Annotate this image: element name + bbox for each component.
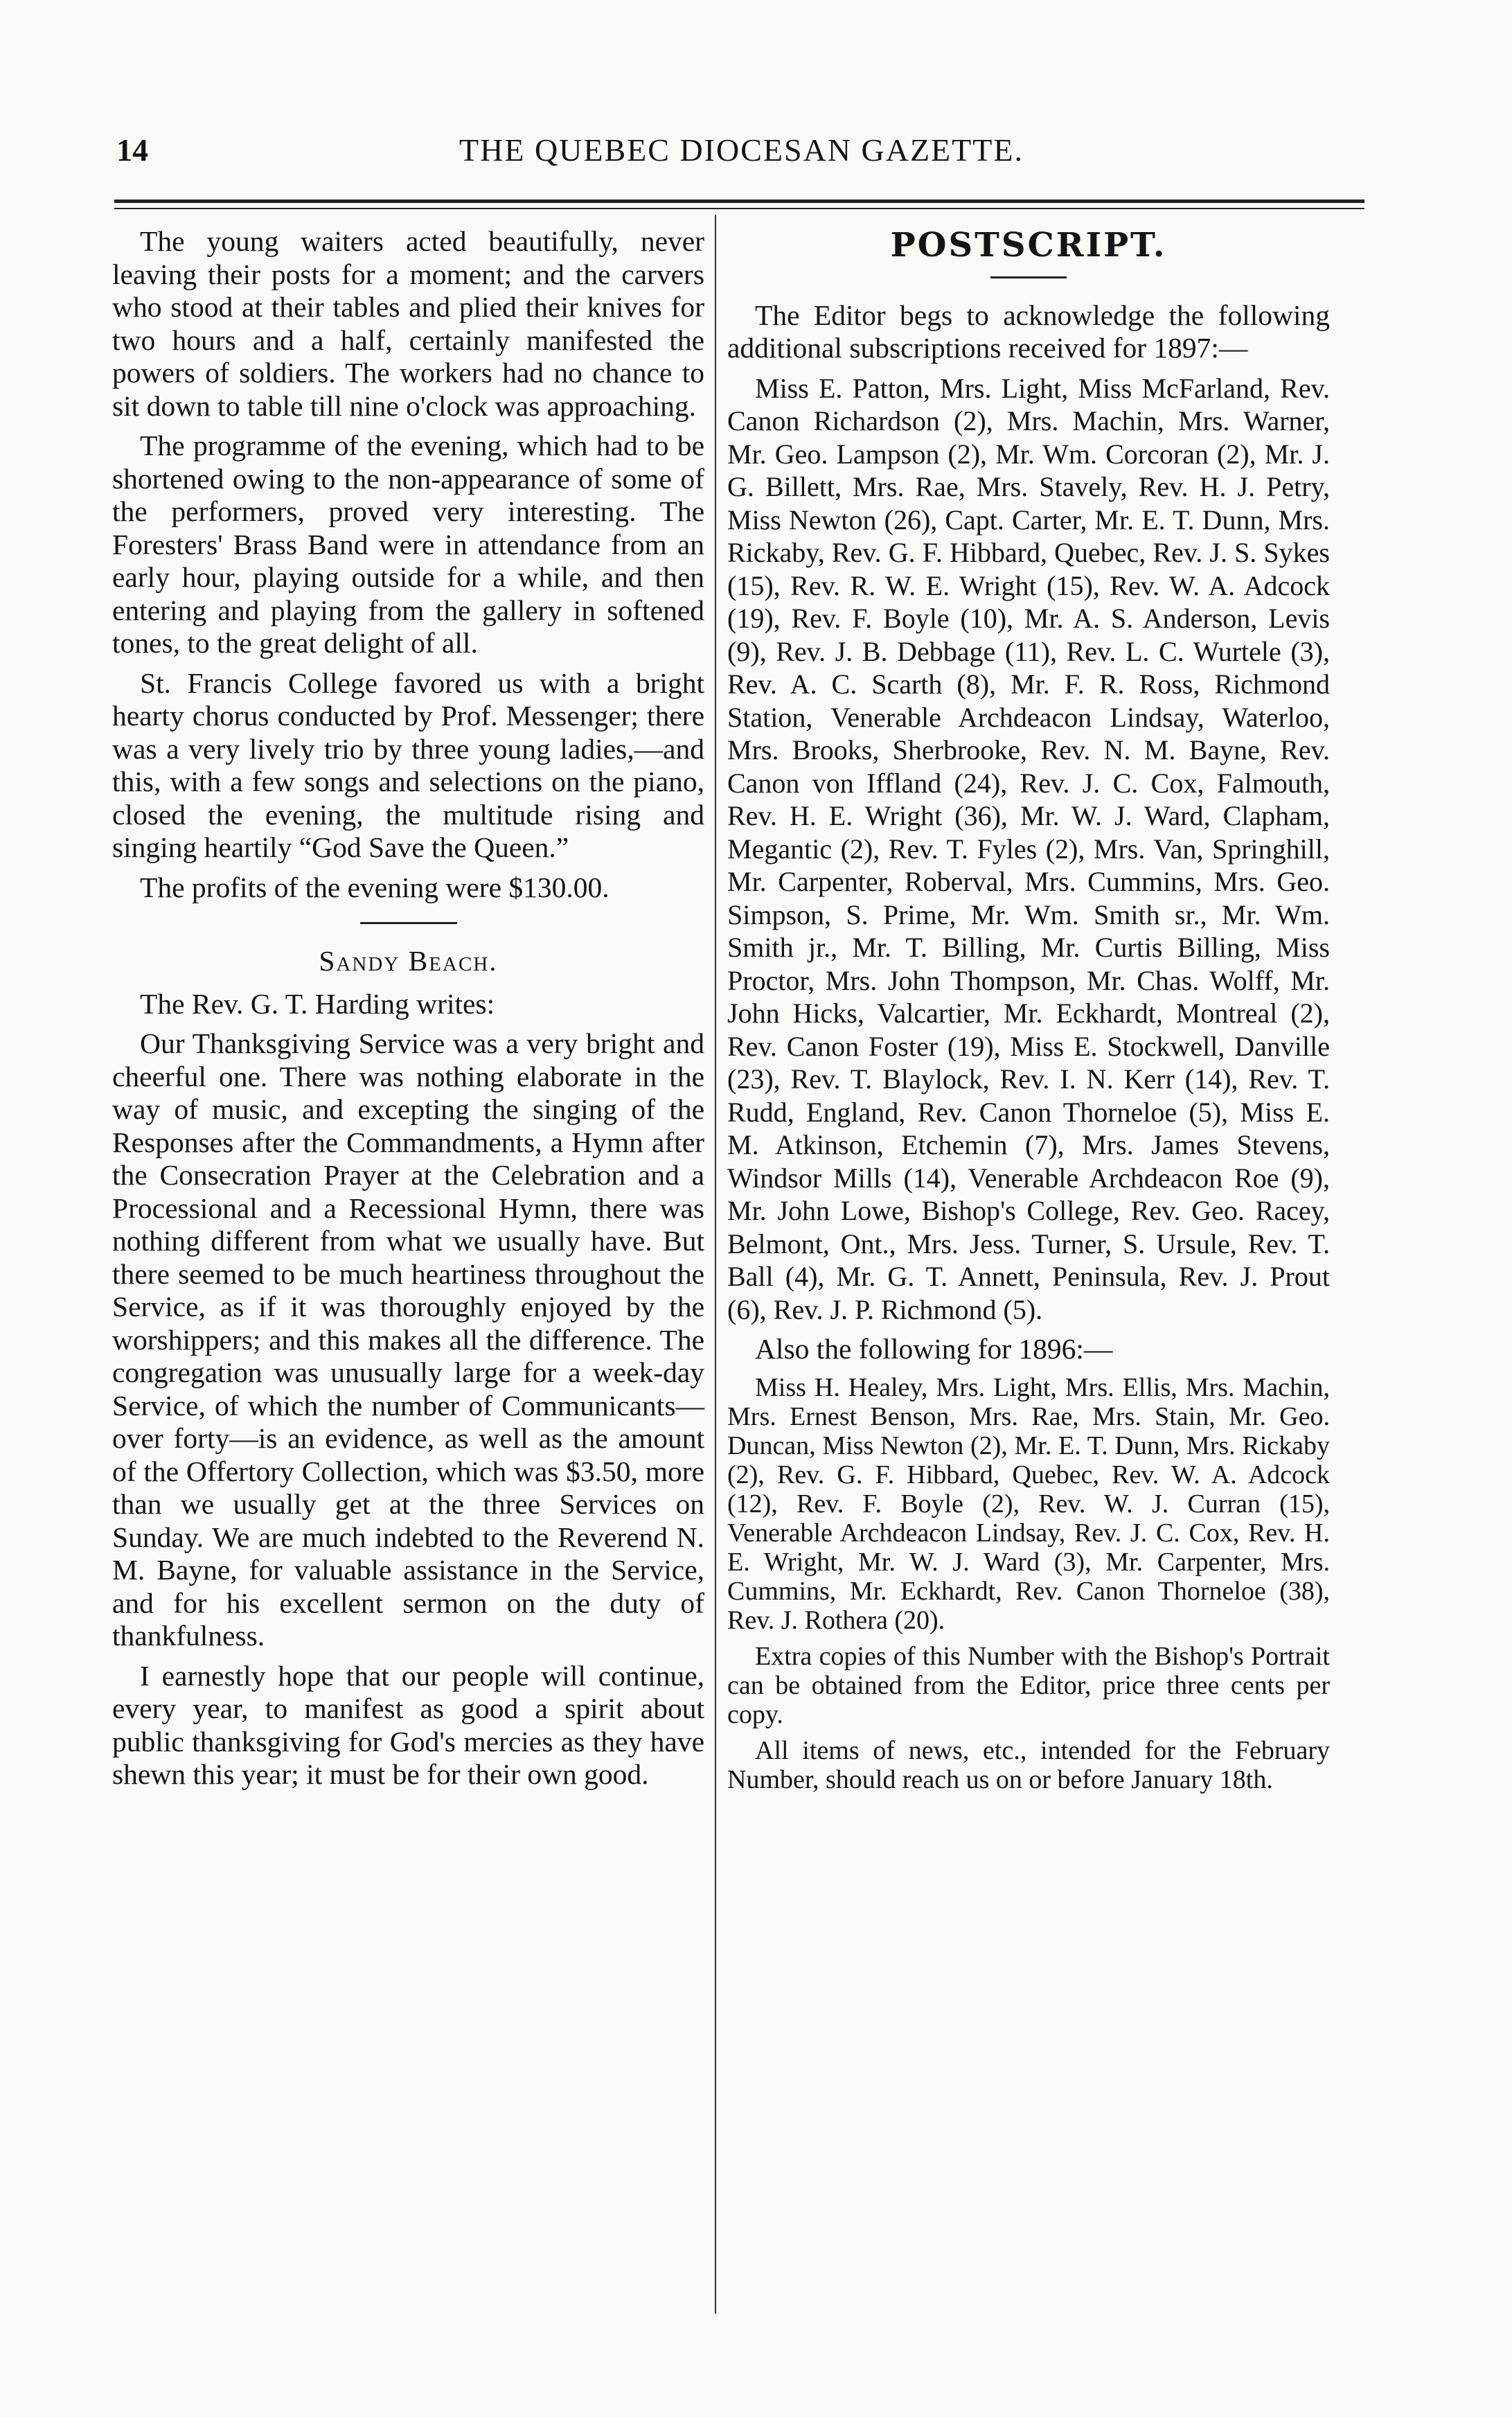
subscriptions-1896: Miss H. Healey, Mrs. Light, Mrs. Ellis, Mrs. Machin, Mrs. Ernest Benson, Mrs. Rae, Mrs. Stain, Mr. Geo. Duncan, Miss Newton (2), Mr. E. T. Dunn, Mrs. Rickaby (2), Rev. G. F. Hibbard, Quebec, Rev. W. A. Adcock (12), Rev. F. Boyle (2), Rev. W. J. Curran (15), Venerable Archdeacon Lindsay, Rev. J. C. Cox, Rev. H. E. Wright, Mr. W. J. Ward (3), Mr. Carpenter, Mrs. Cummins, Mr. Eckhardt, Rev. Canon Thorneloe (38), Rev. J. Rothera (20).: [727, 1372, 1330, 1635]
postscript-title: POSTSCRIPT.: [890, 226, 1167, 265]
postscript-intro: The Editor begs to acknowledge the following additional subscriptions received for 1897:—: [727, 299, 1330, 364]
notice-extra-copies: Extra copies of this Number with the Bishop's Portrait can be obtained from the Editor, price three cents per copy.: [727, 1641, 1330, 1729]
paragraph-programme: The programme of the evening, which had to be shortened owing to the non-appearance of some of the performers, proved very interesting. The Foresters' Brass Band were in attendance from an early hour, playing outside for a while, and then entering and playing from the gallery in softened tones, to the great delight of all.: [112, 430, 704, 659]
header-rule-thin: [114, 208, 1364, 209]
byline: The Rev. G. T. Harding writes:: [140, 987, 495, 1020]
paragraph-thanksgiving: Our Thanksgiving Service was a very bright and cheerful one. There was nothing elaborate in the way of music, and excepting the singing of the Responses after the Commandments, a Hymn after the Consecration Prayer at the Celebration and a Processional and a Recessional Hymn, there was nothing different from what we usually have. But there seemed to be much heartiness throughout the Service, as if it was thoroughly enjoyed by the worshippers; and this makes all the difference. The congregation was unusually large for a week-day Service, of which the number of Communicants—over forty—is an evidence, as well as the amount of the Offertory Collection, which was $3.50, more than we usually get at the three Services on Sunday. We are much indebted to the Reverend N. M. Bayne, for valuable assistance in the Service, and for his excellent sermon on the duty of thankfulness.: [112, 1027, 704, 1652]
running-title: THE QUEBEC DIOCESAN GAZETTE.: [459, 132, 1024, 168]
page-header: [109, 132, 1373, 180]
paragraph-earnest-hope: I earnestly hope that our people will continue, every year, to manifest as good a spirit about public thanksgiving for God's mercies as they have shewn this year; it must be for their own good.: [112, 1659, 704, 1790]
subscriptions-1897: Miss E. Patton, Mrs. Light, Miss McFarland, Rev. Canon Richardson (2), Mrs. Machin, Mrs. Warner, Mr. Geo. Lampson (2), Mr. Wm. Corcoran (2), Mr. J. G. Billett, Mrs. Rae, Mrs. Stavely, Rev. H. J. Petry, Miss Newton (26), Capt. Carter, Mr. E. T. Dunn, Mrs. Rickaby, Rev. G. F. Hibbard, Quebec, Rev. J. S. Sykes (15), Rev. R. W. E. Wright (15), Rev. W. A. Adcock (19), Rev. F. Boyle (10), Mr. A. S. Anderson, Levis (9), Rev. J. B. Debbage (11), Rev. L. C. Wurtele (3), Rev. A. C. Scarth (8), Mr. F. R. Ross, Richmond Station, Venerable Archdeacon Lindsay, Waterloo, Mrs. Brooks, Sherbrooke, Rev. N. M. Bayne, Rev. Canon von Iffland (24), Rev. J. C. Cox, Falmouth, Rev. H. E. Wright (36), Mr. W. J. Ward, Clapham, Megantic (2), Rev. T. Fyles (2), Mrs. Van, Springhill, Mr. Carpenter, Roberval, Mrs. Cummins, Mrs. Geo. Simpson, S. Prime, Mr. Wm. Smith sr., Mr. Wm. Smith jr., Mr. T. Billing, Mr. Curtis Billing, Miss Proctor, Mrs. John Thompson, Mr. Chas. Wolff, Mr. John Hicks, Valcartier, Mr. Eckhardt, Montreal (2), Rev. Canon Foster (19), Miss E. Stockwell, Danville (23), Rev. T. Blaylock, Rev. I. N. Kerr (14), Rev. T. Rudd, England, Rev. Canon Thorneloe (5), Miss E. M. Atkinson, Etchemin (7), Mrs. James Stevens, Windsor Mills (14), Venerable Archdeacon Roe (9), Mr. John Lowe, Bishop's College, Rev. Geo. Racey, Belmont, Ont., Mrs. Jess. Turner, S. Ursule, Rev. T. Ball (4), Mr. G. T. Annett, Peninsula, Rev. J. Prout (6), Rev. J. P. Richmond (5).: [727, 372, 1330, 1325]
column-divider: [715, 215, 716, 2314]
section-heading-sandy-beach: Sandy Beach.: [319, 945, 498, 977]
postscript-rule: [990, 276, 1067, 278]
paragraph-st-francis: St. Francis College favored us with a bright hearty chorus conducted by Prof. Messenger; there was a very lively trio by three young ladies,—and this, with a few songs and selections on the piano, closed the evening, the multitude rising and singing heartily “God Save the Queen.”: [112, 666, 704, 863]
right-column: [727, 225, 1330, 1801]
paragraph-waiters: The young waiters acted beautifully, never leaving their posts for a moment; and the carvers who stood at their tables and plied their knives for two hours and a half, certainly manifested the powers of soldiers. The workers had no chance to sit down to table till nine o'clock was approaching.: [112, 225, 704, 422]
intro-1896: Also the following for 1896:—: [755, 1333, 1113, 1365]
paragraph-profits: The profits of the evening were $130.00.: [140, 871, 610, 903]
notice-february-number: All items of news, etc., intended for the February Number, should reach us on or before January 18th.: [727, 1735, 1330, 1794]
left-column: [112, 225, 704, 1798]
section-divider: [360, 922, 457, 924]
page-number: 14: [116, 132, 148, 168]
header-rule-thick: [114, 200, 1364, 203]
